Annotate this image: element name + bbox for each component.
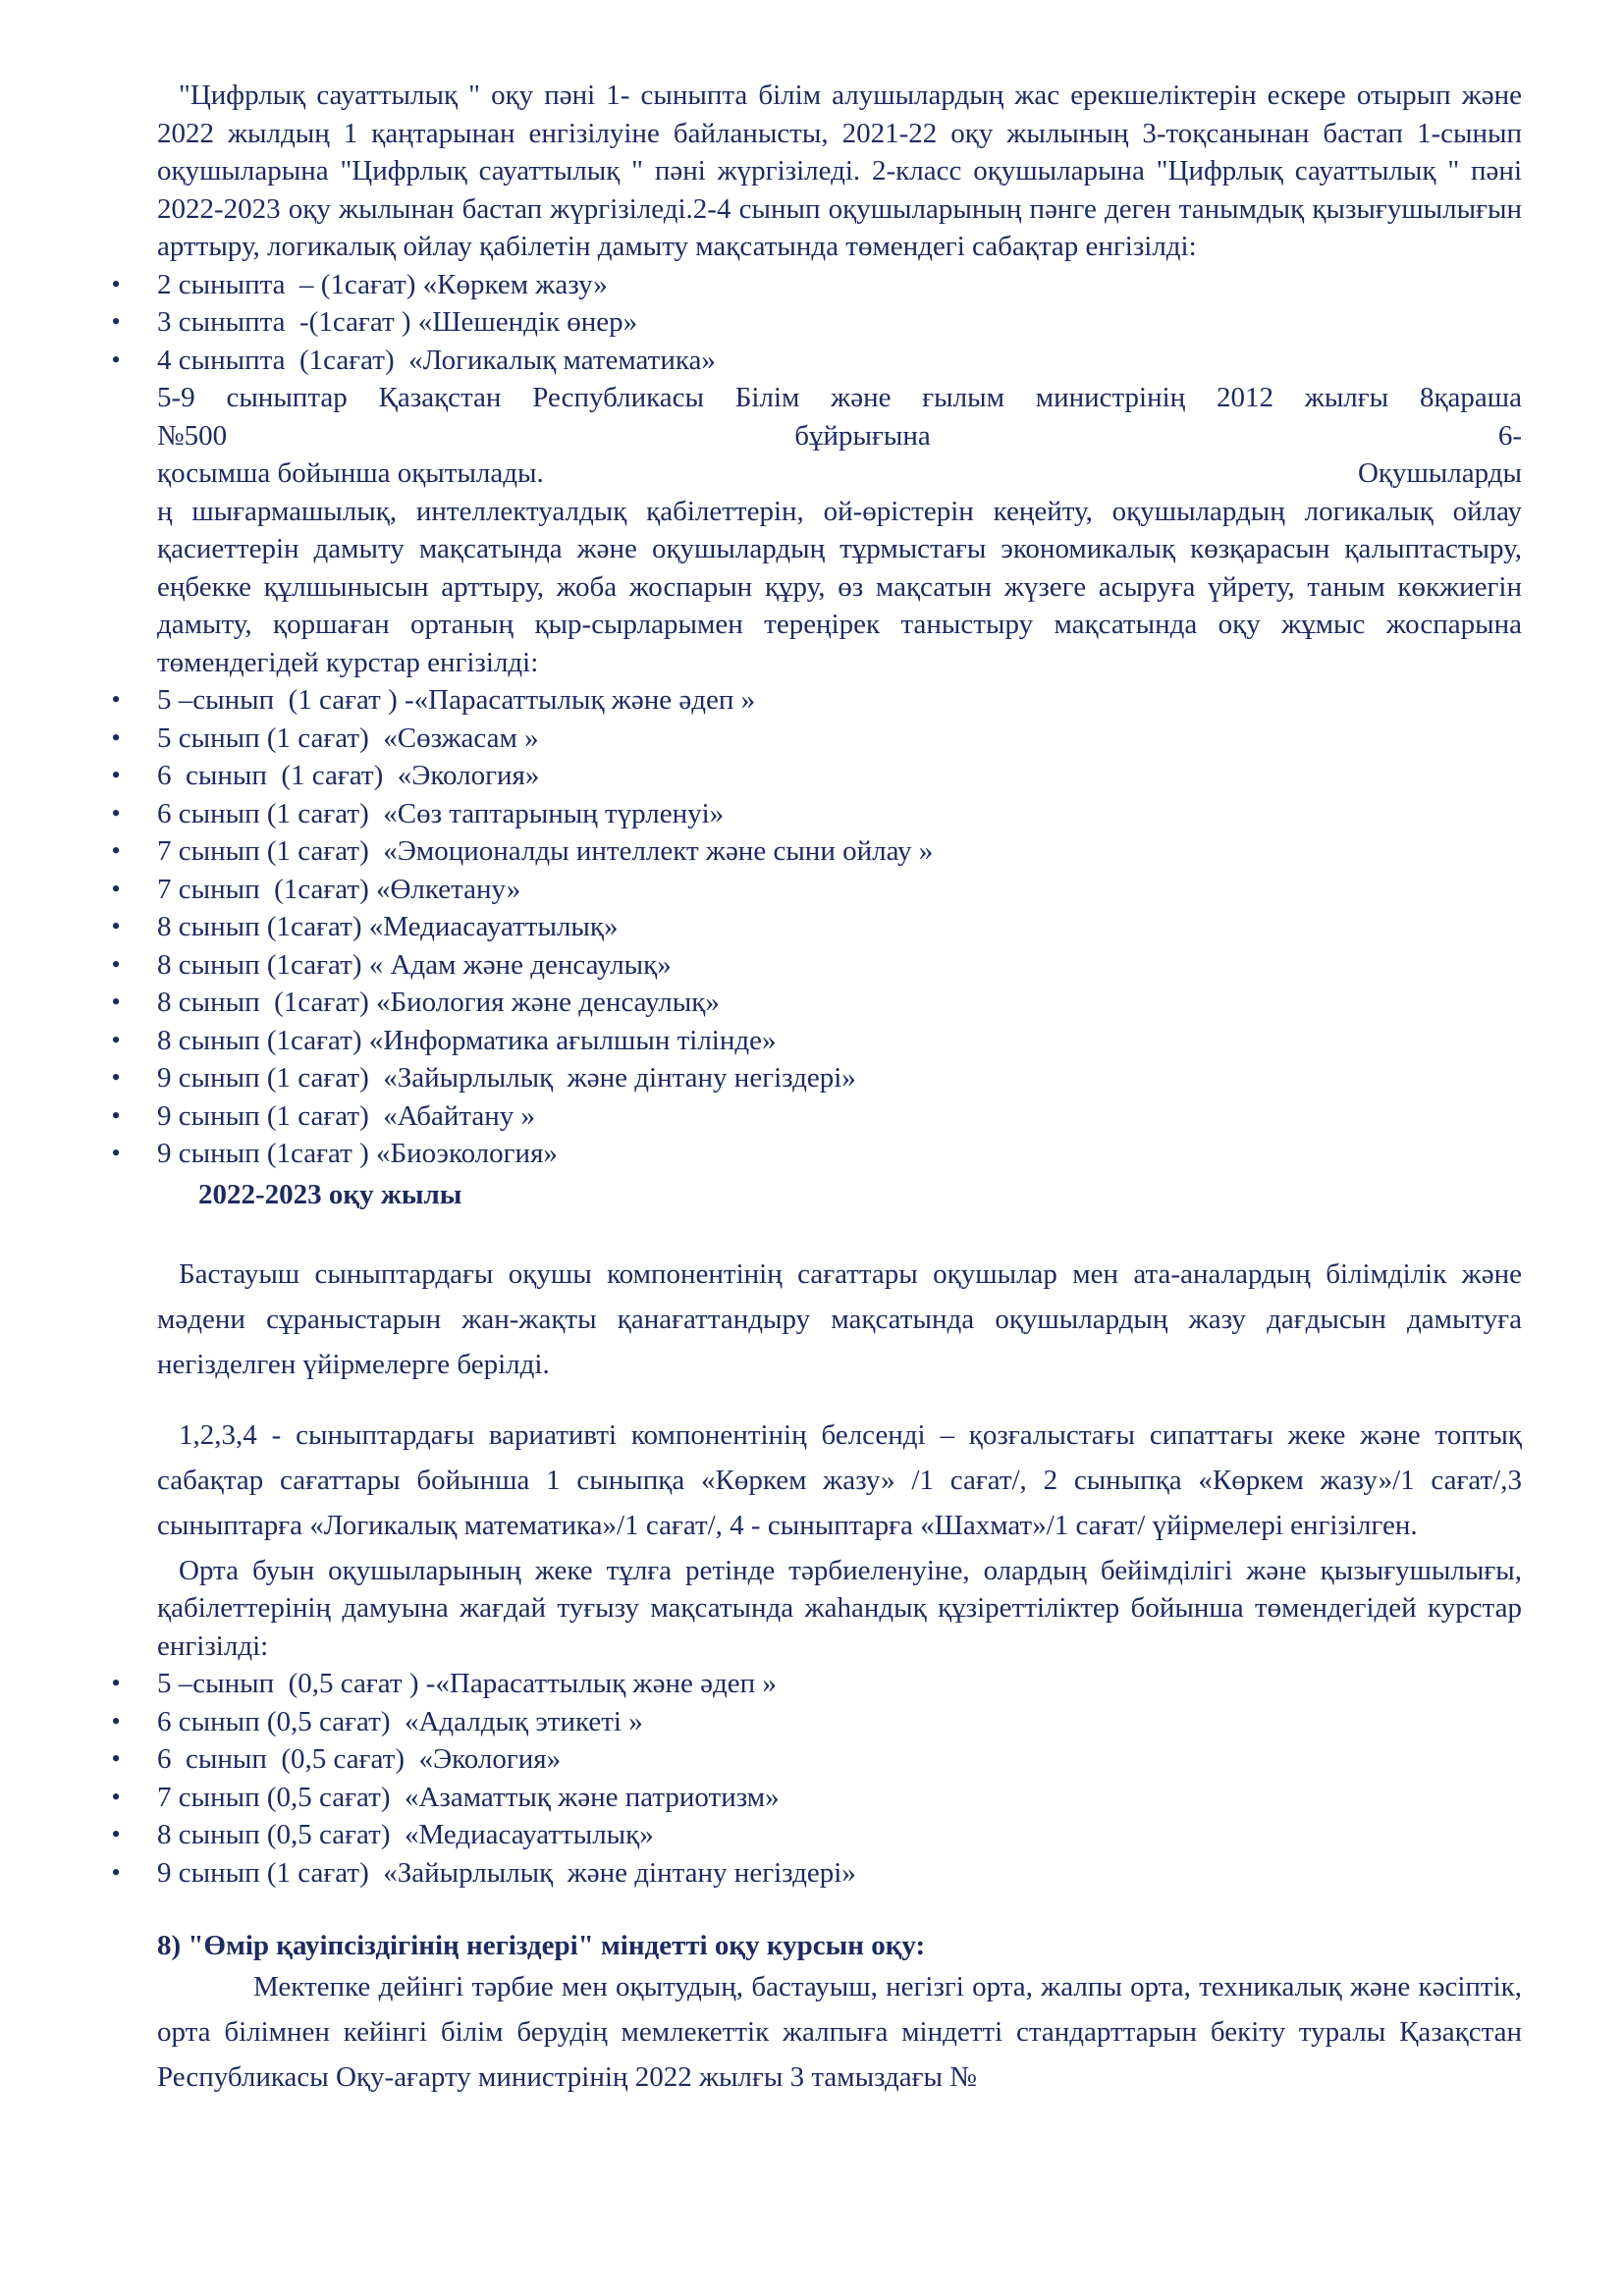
bullet-icon: • xyxy=(111,1669,121,1697)
list-item: • 6 сынып (0,5 сағат) «Адалдық этикеті » xyxy=(157,1703,1522,1741)
variative-paragraph: 1,2,3,4 - сыныптардағы вариативті компонентінің белсенді – қозғалыстағы сипаттағы жеке және топтық сабақтар сағаттары бойынша 1 сыныпқа «Көркем жазу» /1 сағат/, 2 сыныпқа «Көркем жазу»/1 сағат/,3 сыныптарға «Логикалық математика»/1 сағат/, 4 - сыныптарға «Шахмат»/1 сағат/ үйірмелері енгізілген. xyxy=(157,1418,1522,1541)
bullet-icon: • xyxy=(111,1025,121,1054)
bullet-icon: • xyxy=(111,307,121,336)
intro-paragraph: "Цифрлық сауаттылық " оқу пәні 1- сыныпта білім алушылардың жас ерекшеліктерін ескере отырып және 2022 жылдың 1 қаңтарынан енгізілуіне байланысты, 2021-22 оқу жылының 3-тоқсанынан бастап 1-сынып оқушыларына "Цифрлық сауаттылық " пәні жүргізіледі. 2-класс оқушыларына "Цифрлық сауаттылық " пәні 2022-2023 оқу жылынан бастап жүргізіледі.2-4 сынып оқушыларының пәнге деген танымдық қызығушылығын арттыру, логикалық ойлау қабілетін дамыту мақсатында төмендегі сабақтар енгізілді: xyxy=(157,80,1522,262)
list-item: • 9 сынып (1сағат ) «Биоэкология» xyxy=(157,1135,1522,1173)
bullet-icon: • xyxy=(111,345,121,374)
bullet-icon: • xyxy=(111,949,121,979)
list-item: • 3 сыныпта -(1сағат ) «Шешендік өнер» xyxy=(157,303,1522,342)
bullet-icon: • xyxy=(111,1100,121,1130)
bullet-icon: • xyxy=(111,874,121,903)
bullet-icon: • xyxy=(111,761,121,789)
list-item: • 9 сынып (1 сағат) «Зайырлылық және дінтану негіздері» xyxy=(157,1059,1522,1097)
bullet-icon: • xyxy=(111,912,121,940)
bullet-icon: • xyxy=(111,1820,121,1848)
list-item: • 2 сыныпта – (1сағат) «Көркем жазу» xyxy=(157,266,1522,304)
bullet-icon: • xyxy=(111,1706,121,1735)
list-item: • 7 сынып (0,5 сағат) «Азаматтық және патриотизм» xyxy=(157,1779,1522,1817)
spacer xyxy=(157,1387,1522,1413)
primary-component-paragraph: Бастауыш сыныптардағы оқушы компонентінің сағаттары оқушылар мен ата-аналардың білімділік және мәдени сұраныстарын жан-жақты қанағаттандыру мақсатында оқушылардың жазу дағдысын дамытуға негізделген үйірмелерге берілді. xyxy=(157,1257,1522,1380)
list-item: • 8 сынып (0,5 сағат) «Медиасауаттылық» xyxy=(157,1816,1522,1854)
list-item: • 8 сынып (1сағат) «Информатика ағылшын тілінде» xyxy=(157,1022,1522,1060)
middle-paragraph: ң шығармашылық, интеллектуалдық қабілеттерін, ой-өрістерін кеңейту, оқушылардың логикалық ойлау қасиеттерін дамыту мақсатында және оқушылардың тұрмыстағы экономикалық көзқарасын қалыптастыру, еңбекке құлшынысын арттыру, жоба жоспарын құру, өз мақсатын жүзеге асыруға үйрету, таным көкжиегін дамыту, қоршаған ортаның қыр-сырларымен тереңірек таныстыру мақсатында оқу жұмыс жоспарына төмендегідей курстар енгізілді: xyxy=(157,495,1522,678)
list-item: • 8 сынып (1сағат) « Адам және денсаулық» xyxy=(157,946,1522,985)
list-item: • 5 –сынып (0,5 сағат ) -«Парасаттылық және әдеп » xyxy=(157,1665,1522,1703)
bullet-icon: • xyxy=(111,836,121,865)
secondary-courses-list xyxy=(111,681,1522,1173)
bullet-icon: • xyxy=(111,685,121,714)
order-line-1: 5-9 сыныптар Қазақстан Республикасы Білім және ғылым министрінің 2012 жылғы 8қараша xyxy=(157,382,1522,413)
middle-generation-paragraph: Орта буын оқушыларының жеке тұлға ретінде тәрбиеленуіне, олардың бейімділігі және қызығушылығы, қабілеттерінің дамуына жағдай туғызу мақсатында жаһандық құзіреттіліктер бойынша төмендегідей курстар енгізілді: xyxy=(157,1554,1522,1662)
list-item: • 9 сынып (1 сағат) «Абайтану » xyxy=(157,1097,1522,1136)
bullet-icon: • xyxy=(111,722,121,752)
bullet-icon: • xyxy=(111,269,121,298)
order-line-3-right: Оқушыларды xyxy=(1357,457,1522,489)
bullet-icon: • xyxy=(111,1782,121,1811)
order-number: №500 xyxy=(157,419,228,452)
spacer xyxy=(157,1216,1522,1252)
order-line-3 xyxy=(157,454,1522,493)
order-appendix: 6- xyxy=(1497,419,1522,452)
list-item: • 4 сыныпта (1сағат) «Логикалық математика» xyxy=(157,342,1522,380)
document-page xyxy=(111,77,1522,2100)
bullet-icon: • xyxy=(111,988,121,1016)
bullet-icon: • xyxy=(111,798,121,828)
list-item: • 9 сынып (1 сағат) «Зайырлылық және дінтану негіздері» xyxy=(157,1854,1522,1893)
ministry-order-block xyxy=(157,379,1522,681)
list-item: • 5 –сынып (1 сағат ) -«Парасаттылық және әдеп » xyxy=(157,681,1522,720)
list-item: • 8 сынып (1сағат) «Медиасауаттылық» xyxy=(157,908,1522,946)
order-line-2 xyxy=(157,417,1522,455)
order-word: бұйрығына xyxy=(794,419,931,452)
list-item: • 7 сынып (1сағат) «Өлкетану» xyxy=(157,871,1522,909)
section-8-heading: 8) "Өмір қауіпсіздігінің негіздері" міндетті оқу курсын оқу: xyxy=(157,1930,926,1961)
list-item: • 6 сынып (0,5 сағат) «Экология» xyxy=(157,1740,1522,1779)
list-item: • 6 сынып (1 сағат) «Экология» xyxy=(157,757,1522,795)
order-line-3-left: қосымша бойынша оқытылады. xyxy=(157,457,544,489)
year-heading: 2022-2023 оқу жылы xyxy=(198,1178,462,1210)
bullet-icon: • xyxy=(111,1063,121,1092)
section-8-paragraph: Мектепке дейінгі тәрбие мен оқытудың, бастауыш, негізгі орта, жалпы орта, техникалық және кәсіптік, орта білімнен кейінгі білім берудің мемлекеттік жалпыға міндетті стандарттарын бекіту туралы Қазақстан Республикасы Оқу-ағарту министрінің 2022 жылғы 3 тамыздағы № xyxy=(157,1971,1522,2093)
list-item: • 6 сынып (1 сағат) «Сөз таптарының түрленуі» xyxy=(157,795,1522,833)
spacer xyxy=(157,1892,1522,1927)
bullet-icon: • xyxy=(111,1744,121,1773)
primary-courses-list xyxy=(111,266,1522,380)
bullet-icon: • xyxy=(111,1857,121,1887)
global-competency-courses-list xyxy=(111,1665,1522,1892)
bullet-icon: • xyxy=(111,1139,121,1167)
list-item: • 7 сынып (1 сағат) «Эмоционалды интеллект және сыни ойлау » xyxy=(157,832,1522,871)
list-item: • 8 сынып (1сағат) «Биология және денсаулық» xyxy=(157,984,1522,1022)
list-item: • 5 сынып (1 сағат) «Сөзжасам » xyxy=(157,720,1522,758)
